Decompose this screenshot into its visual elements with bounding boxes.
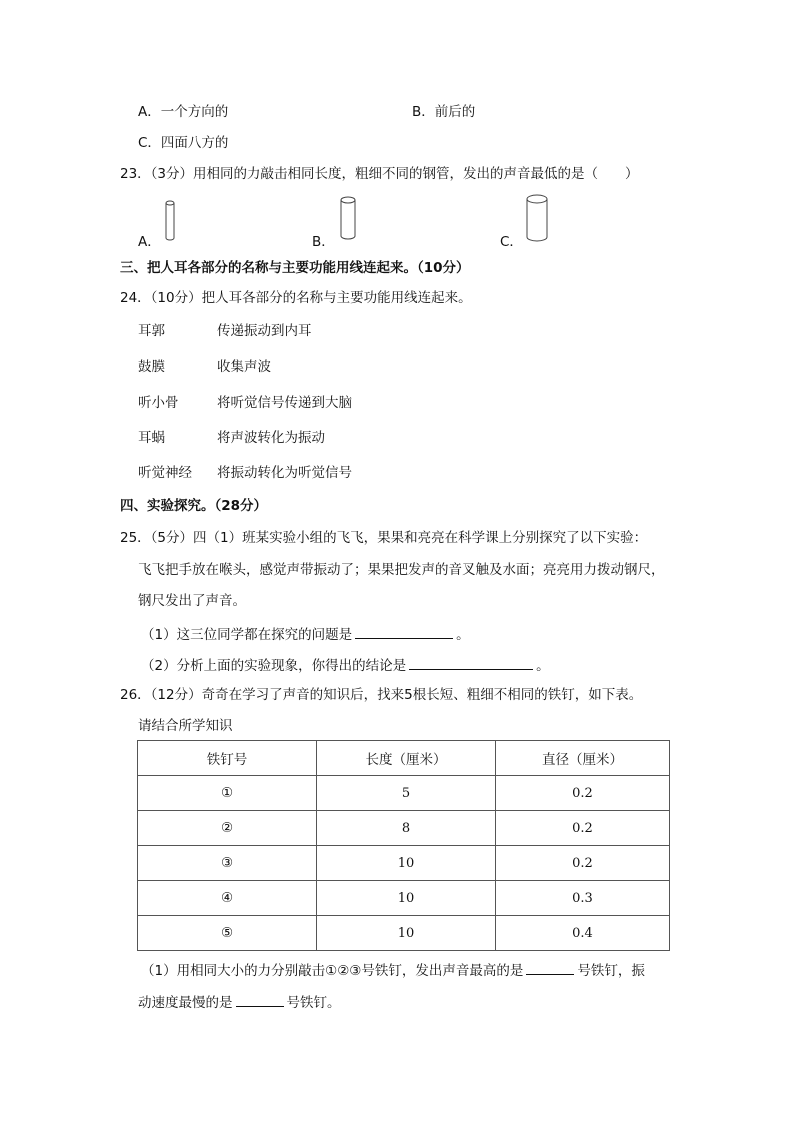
table-cell-diameter: 0.3 (496, 881, 670, 916)
nail-table (137, 740, 670, 951)
table-row (138, 811, 670, 846)
q26-sub1-answer-blank-highest[interactable] (526, 962, 574, 975)
q23-label-c: C． (500, 234, 523, 250)
q24-function-1: 传递振动到内耳 (217, 323, 312, 339)
q26-sub1-text-b: 号铁钉，振 (577, 963, 645, 979)
q25-sub1-answer-blank[interactable] (355, 626, 453, 639)
q22-option-a: A．一个方向的 (138, 104, 229, 120)
q26-sub-question-1-line-2 (138, 994, 341, 1011)
q24-stem: 24．（10分）把人耳各部分的名称与主要功能用线连起来。 (120, 290, 472, 306)
q25-sub1-text: （1）这三位同学都在探究的问题是 (141, 627, 353, 643)
q23-thick-pipe (524, 192, 550, 244)
q24-part-2: 鼓膜 (138, 359, 165, 375)
q24-function-5: 将振动转化为听觉信号 (217, 465, 352, 481)
q23-medium-pipe (336, 194, 360, 242)
table-cell-diameter: 0.2 (496, 811, 670, 846)
q24-part-4: 耳蜗 (138, 430, 165, 446)
q25-line-1: 25．（5分）四（1）班某实验小组的飞飞，果果和亮亮在科学课上分别探究了以下实验： (120, 530, 648, 546)
q25-sub2-end: 。 (536, 658, 550, 674)
q23-stem: 23．（3分）用相同的力敲击相同长度，粗细不同的钢管，发出的声音最低的是（ ） (120, 166, 639, 182)
table-cell-nail: ① (138, 776, 317, 811)
section3-heading: 三、把人耳各部分的名称与主要功能用线连起来。（10分） (120, 260, 470, 276)
table-cell-length: 5 (317, 776, 496, 811)
q23-label-b: B． (312, 234, 335, 250)
table-row (138, 916, 670, 951)
table-cell-nail: ② (138, 811, 317, 846)
q25-sub1-end: 。 (456, 627, 470, 643)
q26-sub-question-1-line-1 (141, 962, 645, 979)
table-row (138, 846, 670, 881)
q22-option-c: C．四面八方的 (138, 135, 229, 151)
q26-sub1-answer-blank-slowest[interactable] (236, 994, 284, 1007)
table-cell-nail: ④ (138, 881, 317, 916)
table-header-diameter: 直径（厘米） (496, 741, 670, 776)
table-cell-diameter: 0.2 (496, 846, 670, 881)
table-header-row (138, 741, 670, 776)
q25-sub2-text: （2）分析上面的实验现象，你得出的结论是 (141, 658, 407, 674)
q26-sub1-text-d: 号铁钉。 (286, 995, 341, 1011)
q24-function-4: 将声波转化为振动 (217, 430, 325, 446)
q23-thin-pipe (160, 198, 180, 244)
q25-sub-question-2 (141, 657, 550, 674)
q26-sub1-text-c: 动速度最慢的是 (138, 995, 233, 1011)
table-cell-length: 10 (317, 846, 496, 881)
q25-sub-question-1 (141, 626, 470, 643)
q26-stem: 26．（12分）奇奇在学习了声音的知识后，找来5根长短、粗细不相同的铁钉，如下表。 (120, 687, 643, 703)
section4-heading: 四、实验探究。（28分） (120, 498, 268, 514)
q23-label-a: A． (138, 234, 161, 250)
q26-sub1-text-a: （1）用相同大小的力分别敲击①②③号铁钉，发出声音最高的是 (141, 963, 524, 979)
q25-sub2-answer-blank[interactable] (409, 657, 533, 670)
table-row (138, 881, 670, 916)
q24-part-1: 耳郭 (138, 323, 165, 339)
table-cell-length: 10 (317, 881, 496, 916)
table-cell-length: 10 (317, 916, 496, 951)
table-cell-diameter: 0.4 (496, 916, 670, 951)
q24-function-2: 收集声波 (217, 359, 271, 375)
q24-part-5: 听觉神经 (138, 465, 192, 481)
q25-line-2: 飞飞把手放在喉头，感觉声带振动了；果果把发声的音叉触及水面；亮亮用力拨动钢尺， (138, 562, 665, 578)
table-header-length: 长度（厘米） (317, 741, 496, 776)
table-cell-diameter: 0.2 (496, 776, 670, 811)
q26-intro: 请结合所学知识 (138, 718, 233, 734)
q24-function-3: 将听觉信号传递到大脑 (217, 395, 352, 411)
q22-option-b: B．前后的 (412, 104, 476, 120)
q25-line-3: 钢尺发出了声音。 (138, 593, 246, 609)
table-cell-nail: ③ (138, 846, 317, 881)
table-cell-nail: ⑤ (138, 916, 317, 951)
table-header-nail-number: 铁钉号 (138, 741, 317, 776)
table-row (138, 776, 670, 811)
table-cell-length: 8 (317, 811, 496, 846)
q24-part-3: 听小骨 (138, 395, 179, 411)
